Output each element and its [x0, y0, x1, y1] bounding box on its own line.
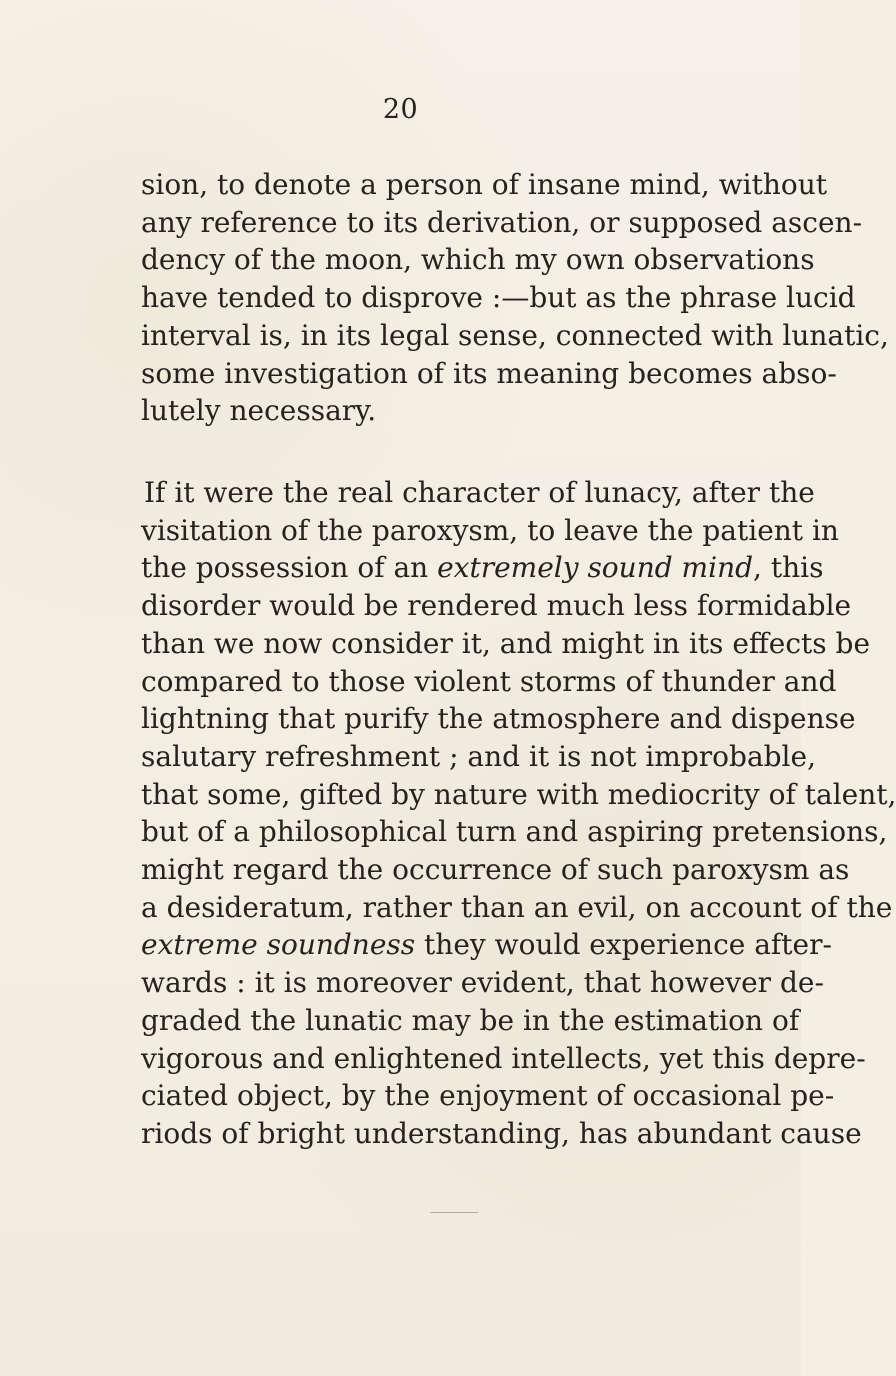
- paragraph-2-line-16: vigorous and enlightened intellects, yet this depre-: [141, 1041, 866, 1075]
- line-3-text-before: the possession of an: [141, 551, 438, 585]
- paragraph-2-line-1: If it were the real character of lunacy, after the: [144, 476, 815, 509]
- italic-phrase-extremely-sound-mind: extremely sound mind: [437, 551, 754, 585]
- paragraph-2-line-8: salutary refreshment ; and it is not improbable,: [141, 739, 816, 773]
- paragraph-1-line-4: have tended to disprove :—but as the phrase lucid: [141, 281, 856, 315]
- paragraph-1-line-1: sion, to denote a person of insane mind, without: [141, 168, 828, 201]
- paragraph-2-line-14: wards : it is moreover evident, that however de-: [141, 966, 824, 1000]
- paragraph-1-line-2: any reference to its derivation, or supposed ascen-: [141, 205, 863, 239]
- line-3-text-after: , this: [753, 551, 824, 585]
- paragraph-2-line-18: riods of bright understanding, has abundant cause: [141, 1116, 862, 1150]
- paragraph-1-line-6: some investigation of its meaning becomes abso-: [141, 356, 837, 390]
- paragraph-2: [141, 474, 896, 1153]
- line-13-text-after: they would experience after-: [415, 928, 832, 962]
- paragraph-2-line-3: [141, 549, 824, 587]
- paragraph-1-line-3: dency of the moon, which my own observations: [141, 243, 815, 277]
- paragraph-2-line-9: that some, gifted by nature with mediocrity of talent,: [141, 777, 896, 811]
- paragraph-2-line-12: a desideratum, rather than an evil, on account of the: [141, 890, 893, 924]
- paragraph-2-line-10: but of a philosophical turn and aspiring pretensions,: [141, 815, 888, 849]
- paragraph-2-line-7: lightning that purify the atmosphere and dispense: [141, 702, 856, 736]
- page-number: 20: [382, 94, 419, 125]
- paragraph-1-line-7: lutely necessary.: [141, 394, 377, 428]
- paragraph-2-line-4: disorder would be rendered much less formidable: [141, 589, 852, 623]
- decorative-rule: [430, 1212, 478, 1213]
- paragraph-1: [141, 166, 889, 430]
- paragraph-2-line-13: [141, 926, 832, 964]
- paragraph-2-line-6: compared to those violent storms of thunder and: [141, 664, 837, 698]
- paragraph-1-line-5: interval is, in its legal sense, connected with lunatic,: [141, 318, 889, 352]
- paragraph-2-line-17: ciated object, by the enjoyment of occasional pe-: [141, 1079, 835, 1113]
- paragraph-2-line-5: than we now consider it, and might in its effects be: [141, 626, 871, 660]
- paragraph-2-line-11: might regard the occurrence of such paroxysm as: [141, 853, 850, 887]
- italic-phrase-extreme-soundness: extreme soundness: [141, 928, 416, 962]
- paragraph-2-line-2: visitation of the paroxysm, to leave the patient in: [141, 513, 839, 547]
- paragraph-2-line-15: graded the lunatic may be in the estimation of: [141, 1003, 800, 1037]
